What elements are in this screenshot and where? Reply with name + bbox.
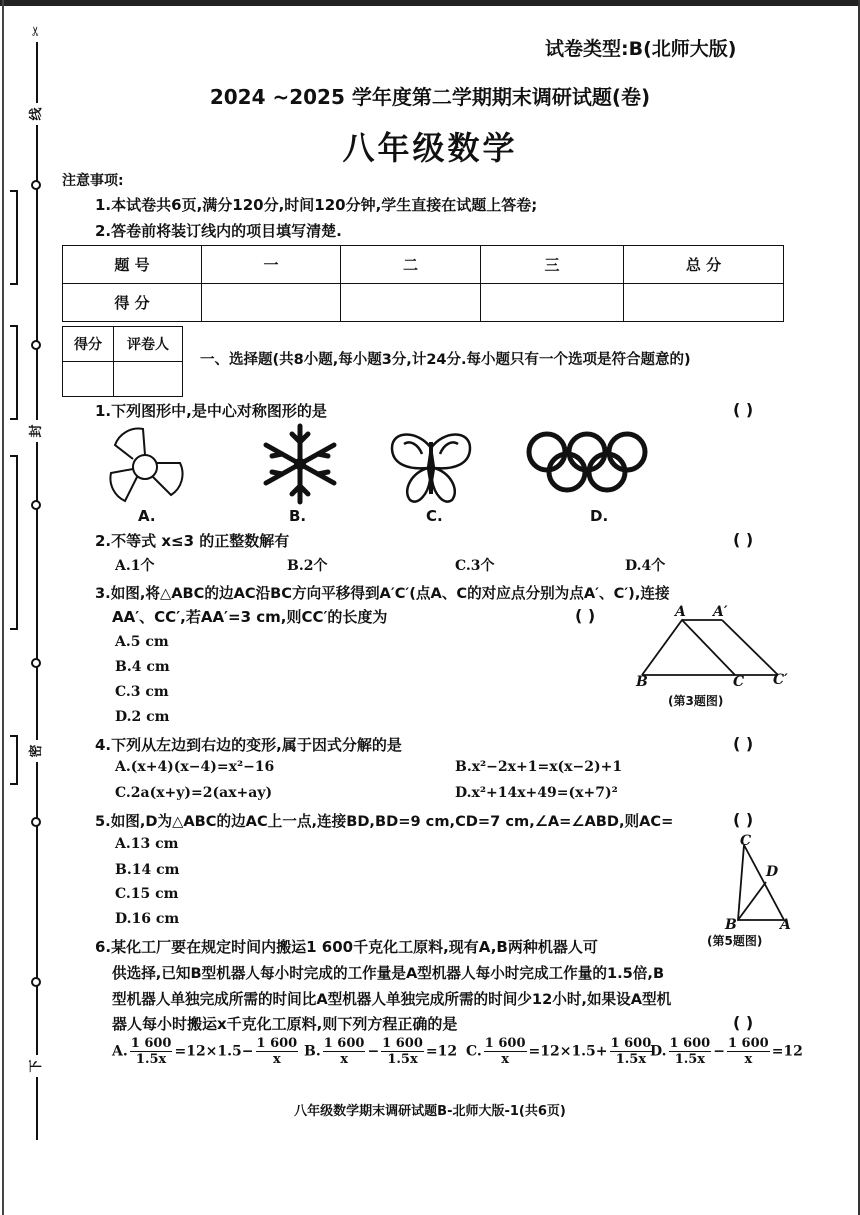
figure-butterfly [388, 428, 474, 506]
notice-item: 2.答卷前将装订线内的项目填写清楚. [95, 222, 342, 240]
fraction [610, 1036, 653, 1067]
subject-title: 八年级数学 [342, 129, 518, 167]
binding-char-feng: 封 [26, 420, 48, 442]
score-header-cell: 题 号 [63, 246, 202, 284]
denominator: 1.5x [615, 1052, 647, 1067]
notice-heading: 注意事项: [62, 173, 124, 189]
notice-item: 1.本试卷共6页,满分120分,时间120分钟,学生直接在试题上答卷; [95, 196, 538, 214]
option-c[interactable]: C.15 cm [115, 886, 179, 902]
option-d[interactable] [650, 1036, 803, 1067]
figure-label: A [675, 604, 686, 620]
figure-label: C [740, 833, 752, 849]
option-b[interactable]: B.x²−2x+1=x(x−2)+1 [455, 759, 623, 775]
fraction [323, 1036, 366, 1067]
paper-type-label: 试卷类型:B(北师大版) [545, 38, 737, 60]
score-table [62, 245, 784, 322]
operator: =12×1.5− [174, 1043, 254, 1060]
option-d[interactable]: D.2 cm [115, 709, 170, 725]
option-d[interactable]: D.16 cm [115, 911, 180, 927]
option-c[interactable]: C.2a(x+y)=2(ax+ay) [115, 785, 273, 801]
figure-label: B. [289, 507, 307, 525]
option-c[interactable]: C.3 cm [115, 684, 169, 700]
option-a[interactable]: A.(x+4)(x−4)=x²−16 [115, 759, 275, 775]
page-footer: 八年级数学期末调研试题B-北师大版-1(共6页) [294, 1104, 566, 1119]
option-a[interactable]: A.5 cm [115, 634, 169, 650]
denominator: x [340, 1052, 348, 1067]
denominator: x [272, 1052, 281, 1067]
grader-box [62, 326, 183, 397]
denominator: x [744, 1052, 753, 1067]
score-table-header-row [63, 246, 784, 284]
grader-score-cell[interactable] [63, 362, 114, 397]
question-6-stem-cont: 器人每小时搬运x千克化工原料,则下列方程正确的是 [112, 1015, 458, 1033]
figure-label: C [733, 674, 745, 690]
numerator: 1 600 [727, 1036, 769, 1051]
fraction [727, 1036, 770, 1067]
numerator: 1 600 [323, 1036, 365, 1051]
question-6-stem: 6.某化工厂要在规定时间内搬运1 600千克化工原料,现有A,B两种机器人可 [95, 938, 598, 956]
score-cell[interactable] [341, 284, 481, 322]
answer-paren[interactable]: ( ) [733, 530, 754, 549]
fraction [484, 1036, 527, 1067]
figure-label: C′ [773, 672, 788, 688]
option-label: B. [304, 1043, 321, 1060]
binding-hole [31, 817, 41, 827]
figure-caption: (第3题图) [668, 694, 724, 708]
option-b[interactable]: B.14 cm [115, 862, 180, 878]
figure-caption: (第5题图) [707, 934, 763, 948]
answer-paren[interactable]: ( ) [733, 810, 754, 829]
figure-fan-shape [105, 425, 185, 510]
answer-paren[interactable]: ( ) [733, 1013, 754, 1032]
figure-label: A [780, 917, 791, 933]
score-row-label: 得 分 [63, 284, 202, 322]
option-label: C. [466, 1043, 482, 1060]
binding-hole [31, 340, 41, 350]
numerator: 1 600 [130, 1036, 172, 1051]
binding-hole [31, 500, 41, 510]
question-3-stem: 3.如图,将△ABC的边AC沿BC方向平移得到A′C′(点A、C的对应点分别为点A′、C′),连接 [95, 585, 670, 602]
denominator: 1.5x [135, 1052, 167, 1067]
binding-hole [31, 658, 41, 668]
option-a[interactable]: A.13 cm [115, 836, 179, 852]
option-d[interactable]: D.x²+14x+49=(x+7)² [455, 785, 618, 801]
denominator: x [501, 1052, 510, 1067]
denominator: 1.5x [674, 1052, 706, 1067]
score-cell[interactable] [481, 284, 624, 322]
fraction [669, 1036, 712, 1067]
figure-label: D. [590, 507, 609, 525]
operator: − [713, 1043, 725, 1060]
binding-char-xian: 线 [26, 103, 48, 125]
binding-field-bracket [10, 190, 18, 285]
fraction [381, 1036, 424, 1067]
operator: − [367, 1043, 380, 1060]
figure-snowflake [258, 422, 342, 506]
option-a[interactable] [112, 1036, 300, 1067]
question-6-stem-cont: 型机器人单独完成所需的时间比A型机器人单独完成所需的时间少12小时,如果设A型机 [112, 991, 672, 1008]
option-c[interactable]: C.3个 [455, 558, 495, 574]
answer-paren[interactable]: ( ) [575, 606, 596, 625]
numerator: 1 600 [610, 1036, 652, 1051]
question-4-stem: 4.下列从左边到右边的变形,属于因式分解的是 [95, 736, 402, 754]
question-5-stem: 5.如图,D为△ABC的边AC上一点,连接BD,BD=9 cm,CD=7 cm,∠A=∠ABD,则AC= [95, 813, 674, 830]
binding-hole [31, 977, 41, 987]
grader-score-label: 得分 [63, 327, 114, 362]
score-table-score-row [63, 284, 784, 322]
option-b[interactable]: B.4 cm [115, 659, 170, 675]
score-cell[interactable] [624, 284, 784, 322]
figure-olympic-rings [522, 428, 652, 498]
answer-paren[interactable]: ( ) [733, 734, 754, 753]
binding-char-mi: 密 [26, 740, 48, 762]
binding-field-bracket [10, 455, 18, 630]
score-header-cell: 三 [481, 246, 624, 284]
page-top-border [0, 0, 860, 6]
binding-field-bracket [10, 325, 18, 420]
numerator: 1 600 [669, 1036, 711, 1051]
figure-label: A. [138, 507, 156, 525]
denominator: 1.5x [387, 1052, 418, 1067]
score-header-cell: 总 分 [624, 246, 784, 284]
numerator: 1 600 [382, 1036, 423, 1051]
binding-char-xia: 下 [26, 1055, 48, 1077]
operator: =12 [771, 1043, 803, 1060]
page-left-border [2, 0, 4, 1215]
figure-label: D [766, 864, 779, 880]
figure-label: B [636, 674, 648, 690]
question-2-stem: 2.不等式 x≤3 的正整数解有 [95, 532, 290, 550]
numerator: 1 600 [484, 1036, 526, 1051]
operator: =12×1.5+ [528, 1043, 608, 1060]
exam-title: 2024 ~2025 学年度第二学期期末调研试题(卷) [209, 85, 651, 109]
grader-name-cell[interactable] [114, 362, 183, 397]
operator: =12 [425, 1043, 458, 1060]
figure-label: C. [426, 507, 443, 525]
option-b[interactable]: B.2个 [287, 558, 328, 574]
option-label: A. [112, 1043, 128, 1060]
section-title: 一、选择题(共8小题,每小题3分,计24分.每小题只有一个选项是符合题意的) [200, 352, 691, 368]
binding-hole [31, 180, 41, 190]
option-c[interactable] [466, 1036, 654, 1067]
numerator: 1 600 [256, 1036, 298, 1051]
score-cell[interactable] [202, 284, 341, 322]
option-d[interactable]: D.4个 [625, 558, 666, 574]
score-header-cell: 二 [341, 246, 481, 284]
question-1-stem: 1.下列图形中,是中心对称图形的是 [95, 402, 327, 420]
binding-scissors-icon: ✂ [26, 20, 48, 42]
question-6-stem-cont: 供选择,已知B型机器人每小时完成的工作量是A型机器人每小时完成工作量的1.5倍,B [112, 965, 665, 982]
figure-label: A′ [713, 604, 728, 620]
figure-label: B [725, 917, 737, 933]
option-label: D. [650, 1043, 667, 1060]
fraction [256, 1036, 299, 1067]
question-3-stem-cont: AA′、CC′,若AA′=3 cm,则CC′的长度为 [112, 608, 388, 626]
binding-field-bracket [10, 735, 18, 785]
answer-paren[interactable]: ( ) [733, 400, 754, 419]
fraction [130, 1036, 173, 1067]
option-a[interactable]: A.1个 [115, 558, 155, 574]
grader-name-label: 评卷人 [114, 327, 183, 362]
option-b[interactable] [304, 1036, 457, 1067]
score-header-cell: 一 [202, 246, 341, 284]
